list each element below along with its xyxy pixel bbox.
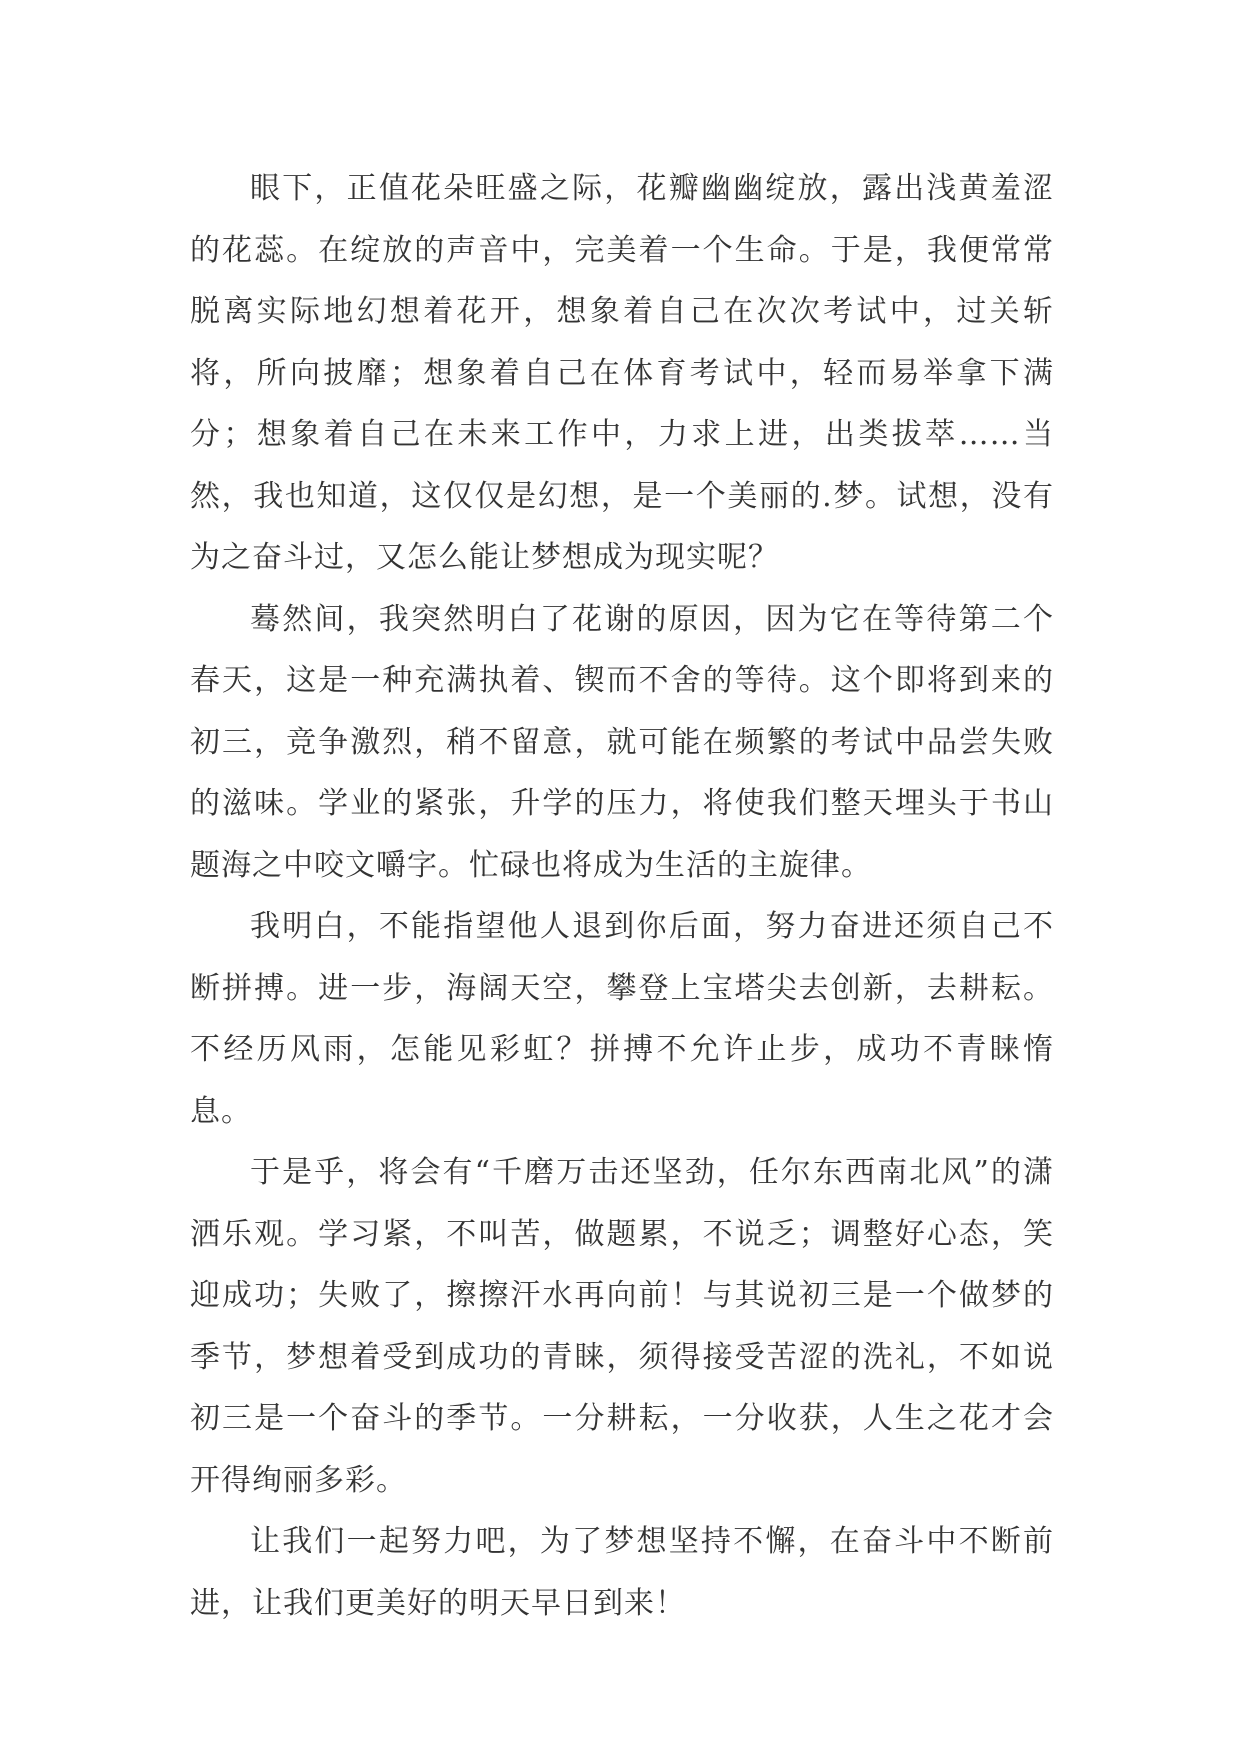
paragraph-4: 于是乎，将会有“千磨万击还坚劲，任尔东西南北风”的潇洒乐观。学习紧，不叫苦，做题累，不说乏；调整好心态，笑迎成功；失败了，擦擦汗水再向前！与其说初三是一个做梦的季节，梦想着受到成功的青睐，须得接受苦涩的洗礼，不如说初三是一个奋斗的季节。一分耕耘，一分收获，人生之花才会开得绚丽多彩。 — [190, 1155, 1054, 1498]
paragraph-2: 蓦然间，我突然明白了花谢的原因，因为它在等待第二个春天，这是一种充满执着、锲而不舍的等待。这个即将到来的初三，竞争激烈，稍不留意，就可能在频繁的考试中品尝失败的滋味。学业的紧张，升学的压力，将使我们整天埋头于书山题海之中咬文嚼字。忙碌也将成为生活的主旋律。 — [190, 601, 1054, 883]
document-body — [190, 158, 1054, 1634]
paragraph-3: 我明白，不能指望他人退到你后面，努力奋进还须自己不断拼搏。进一步，海阔天空，攀登上宝塔尖去创新，去耕耘。不经历风雨，怎能见彩虹？拼搏不允许止步，成功不青睐惰息。 — [190, 909, 1054, 1129]
paragraph-1: 眼下，正值花朵旺盛之际，花瓣幽幽绽放，露出浅黄羞涩的花蕊。在绽放的声音中，完美着一个生命。于是，我便常常脱离实际地幻想着花开，想象着自己在次次考试中，过关斩将，所向披靡；想象着自己在体育考试中，轻而易举拿下满分；想象着自己在未来工作中，力求上进，出类拔萃……当然，我也知道，这仅仅是幻想，是一个美丽的.梦。试想，没有为之奋斗过，又怎么能让梦想成为现实呢？ — [190, 171, 1054, 575]
paragraph-5: 让我们一起努力吧，为了梦想坚持不懈，在奋斗中不断前进，让我们更美好的明天早日到来！ — [190, 1524, 1054, 1621]
